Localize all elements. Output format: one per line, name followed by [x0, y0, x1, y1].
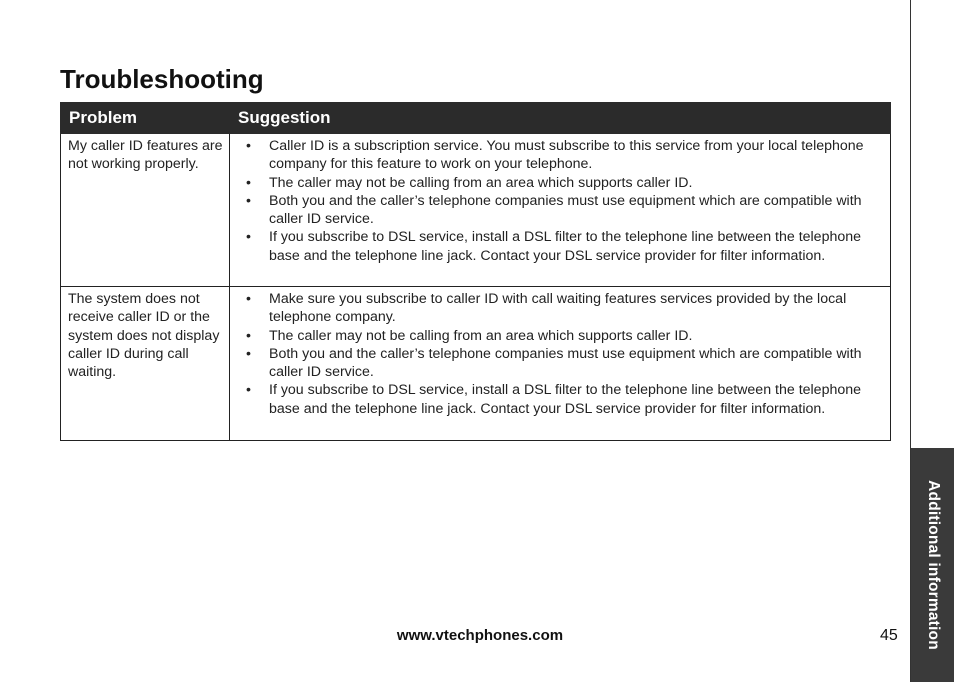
bullet-glyph: •: [246, 229, 251, 246]
suggestion-item: [238, 345, 883, 382]
suggestion-item: [238, 290, 883, 327]
suggestion-list: [238, 290, 883, 418]
suggestion-text: The caller may not be calling from an area which supports caller ID.: [269, 327, 693, 344]
suggestion-item: [238, 174, 883, 192]
suggestion-item: [238, 327, 883, 345]
page-number: 45: [880, 627, 898, 644]
suggestion-item: [238, 137, 883, 174]
suggestion-cell: [230, 287, 891, 441]
problem-cell: My caller ID features are not working properly.: [61, 134, 230, 287]
bullet-glyph: •: [246, 192, 251, 209]
suggestion-text: The caller may not be calling from an area which supports caller ID.: [269, 174, 693, 191]
table-row: [61, 134, 891, 287]
suggestion-cell: [230, 134, 891, 287]
header-problem: Problem: [61, 103, 230, 134]
suggestion-text: Caller ID is a subscription service. You must subscribe to this service from your local telephone company for this feature to work on your telephone.: [269, 138, 864, 173]
bullet-glyph: •: [246, 327, 251, 344]
troubleshooting-table: [60, 102, 891, 441]
suggestion-text: Make sure you subscribe to caller ID with call waiting features services provided by the local telephone company.: [269, 291, 847, 326]
suggestion-text: If you subscribe to DSL service, install a DSL filter to the telephone line between the telephone base and the telephone line jack. Contact your DSL service provider for filter information.: [269, 229, 862, 264]
table-header-row: [61, 103, 891, 134]
suggestion-item: [238, 192, 883, 229]
table-row: [61, 287, 891, 441]
suggestion-item: [238, 228, 883, 265]
suggestion-list: [238, 137, 883, 265]
bullet-glyph: •: [246, 138, 251, 154]
suggestion-text: If you subscribe to DSL service, install a DSL filter to the telephone line between the telephone base and the telephone line jack. Contact your DSL service provider for filter information.: [269, 382, 862, 417]
bullet-glyph: •: [246, 345, 251, 362]
section-side-tab: [911, 448, 954, 682]
suggestion-text: Both you and the caller’s telephone companies must use equipment which are compatible with caller ID service.: [269, 192, 862, 228]
page-title: Troubleshooting: [60, 64, 264, 94]
footer-url: [0, 627, 954, 644]
problem-cell: The system does not receive caller ID or the system does not display caller ID during call waiting.: [61, 287, 230, 441]
header-suggestion: Suggestion: [230, 103, 891, 134]
footer-url-text: www.vtechphones.com: [396, 627, 564, 644]
bullet-glyph: •: [246, 174, 251, 191]
side-tab-label: Additional information: [924, 480, 942, 650]
bullet-glyph: •: [246, 291, 251, 307]
suggestion-text: Both you and the caller’s telephone companies must use equipment which are compatible with caller ID service.: [269, 345, 862, 381]
suggestion-item: [238, 381, 883, 418]
bullet-glyph: •: [246, 382, 251, 399]
